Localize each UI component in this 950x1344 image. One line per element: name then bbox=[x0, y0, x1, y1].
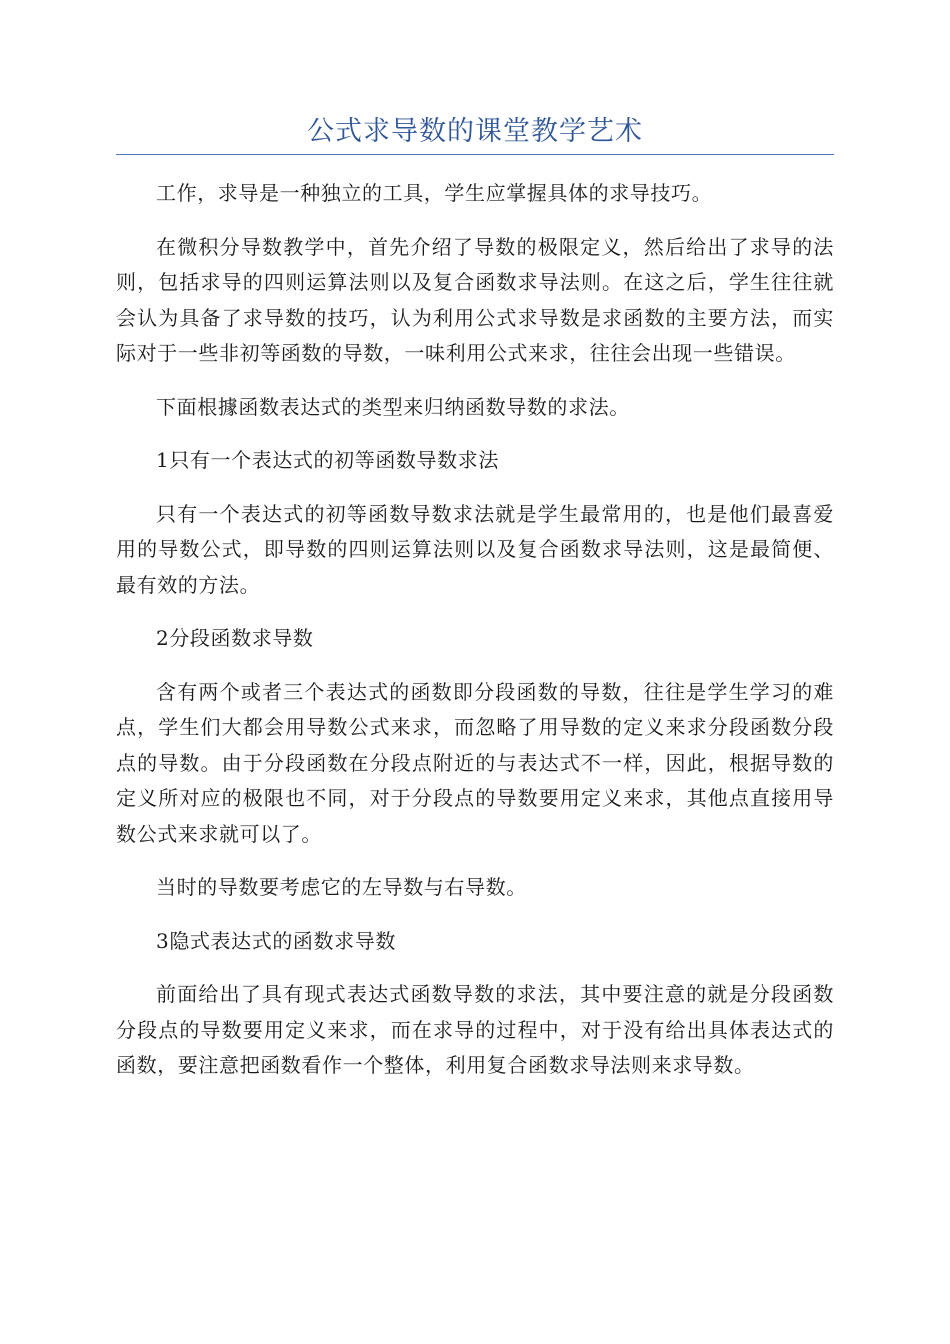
paragraph: 下面根據函数表达式的类型来归纳函数导数的求法。 bbox=[156, 394, 630, 419]
paragraph: 当时的导数要考虑它的左导数与右导数。 bbox=[156, 875, 527, 899]
paragraph: 前面给出了具有现式表达式函数导数的求法，其中要注意的就是分段函数分段点的导数要用定义来求，而在求导的过程中，对于没有给出具体表达式的函数，要注意把函数看作一个整体，利用复合函数求导法则来求导数。 bbox=[116, 982, 834, 1077]
section-heading: 2分段函数求导数 bbox=[156, 626, 314, 650]
title-underline bbox=[116, 154, 834, 155]
section-heading: 3隐式表达式的函数求导数 bbox=[156, 928, 396, 953]
paragraph: 工作，求导是一种独立的工具，学生应掌握具体的求导技巧。 bbox=[156, 181, 713, 205]
document-body bbox=[116, 176, 834, 1102]
paragraph: 含有两个或者三个表达式的函数即分段函数的导数，往往是学生学习的难点，学生们大都会用导数公式来求，而忽略了用导数的定义来求分段函数分段点的导数。由于分段函数在分段点附近的与表达式不一样，因此，根据导数的定义所对应的极限也不同，对于分段点的导数要用定义来求，其他点直接用导数公式来求就可以了。 bbox=[116, 679, 834, 846]
document-title: 公式求导数的课堂教学艺术 bbox=[307, 116, 643, 147]
paragraph: 在微积分导数教学中，首先介绍了导数的极限定义，然后给出了求导的法则，包括求导的四则运算法则以及复合函数求导法则。在这之后，学生往往就会认为具备了求导数的技巧，认为利用公式求导数是求函数的主要方法，而实际对于一些非初等函数的导数，一味利用公式来求，往往会出现一些错误。 bbox=[116, 234, 834, 365]
section-heading: 1只有一个表达式的初等函数导数求法 bbox=[156, 448, 499, 472]
paragraph: 只有一个表达式的初等函数导数求法就是学生最常用的，也是他们最喜爱用的导数公式，即导数的四则运算法则以及复合函数求导法则，这是最简便、最有效的方法。 bbox=[116, 501, 834, 597]
